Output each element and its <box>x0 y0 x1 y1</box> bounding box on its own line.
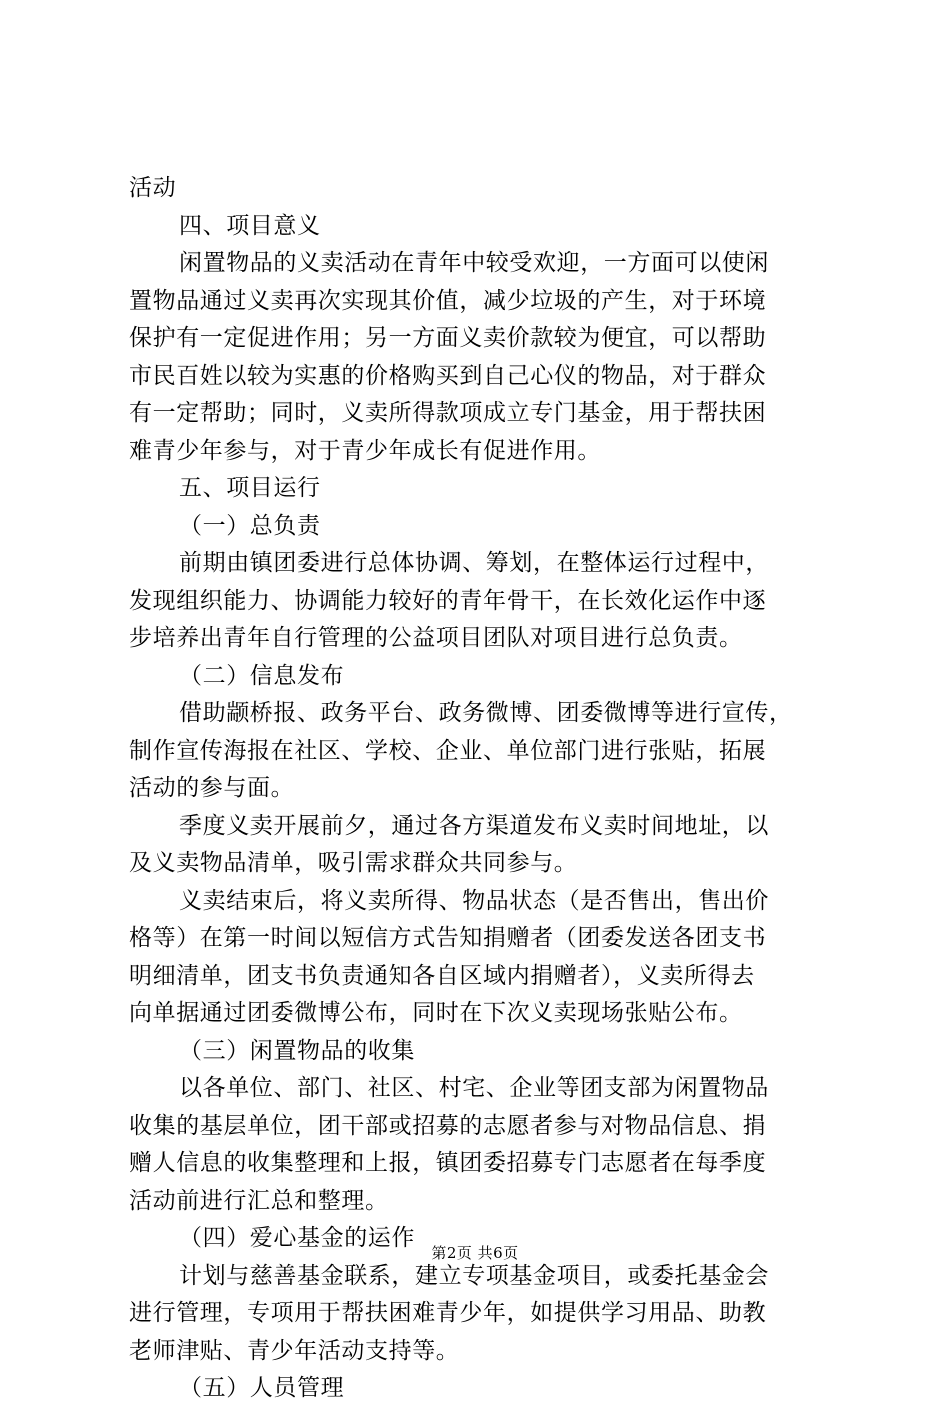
text-line: 赠人信息的收集整理和上报，镇团委招募专门志愿者在每季度 <box>129 1150 767 1176</box>
text-line: （五）人员管理 <box>179 1375 345 1401</box>
text-line: 进行管理，专项用于帮扶困难青少年，如提供学习用品、助教 <box>129 1300 767 1326</box>
text-line: 活动 <box>129 175 177 201</box>
text-line: 有一定帮助；同时，义卖所得款项成立专门基金，用于帮扶困 <box>129 400 767 426</box>
text-line: 义卖结束后，将义卖所得、物品状态（是否售出，售出价 <box>179 887 769 914</box>
text-line: 步培养出青年自行管理的公益项目团队对项目进行总负责。 <box>129 625 743 651</box>
text-line: 以各单位、部门、社区、村宅、企业等团支部为闲置物品 <box>179 1075 769 1101</box>
page-footer: 第2页 共6页 <box>431 1244 519 1262</box>
text-line: 前期由镇团委进行总体协调、筹划，在整体运行过程中， <box>179 550 769 576</box>
text-line: 市民百姓以较为实惠的价格购买到自己心仪的物品，对于群众 <box>129 362 767 389</box>
text-line: 格等）在第一时间以短信方式告知捐赠者（团委发送各团支书 <box>129 925 767 951</box>
document-body <box>129 170 829 1408</box>
text-line: 置物品通过义卖再次实现其价值，减少垃圾的产生，对于环境 <box>129 287 767 314</box>
text-line: 闲置物品的义卖活动在青年中较受欢迎，一方面可以使闲 <box>179 250 769 276</box>
text-line: 活动的参与面。 <box>129 775 295 801</box>
text-line: （一）总负责 <box>179 512 321 539</box>
text-line: （四）爱心基金的运作 <box>179 1225 415 1251</box>
text-line: （二）信息发布 <box>179 662 345 689</box>
text-line: （三）闲置物品的收集 <box>179 1037 415 1064</box>
text-line: 五、项目运行 <box>179 475 321 501</box>
text-line: 计划与慈善基金联系，建立专项基金项目，或委托基金会 <box>179 1262 769 1289</box>
text-line: 季度义卖开展前夕，通过各方渠道发布义卖时间地址，以 <box>179 812 769 839</box>
text-line: 保护有一定促进作用；另一方面义卖价款较为便宜，可以帮助 <box>129 325 767 351</box>
text-line: 收集的基层单位，团干部或招募的志愿者参与对物品信息、捐 <box>129 1112 767 1139</box>
text-line: 制作宣传海报在社区、学校、企业、单位部门进行张贴，拓展 <box>129 737 767 764</box>
text-line: 四、项目意义 <box>179 212 321 239</box>
text-line: 活动前进行汇总和整理。 <box>129 1187 389 1214</box>
text-line: 老师津贴、青少年活动支持等。 <box>129 1337 460 1364</box>
text-line: 向单据通过团委微博公布，同时在下次义卖现场张贴公布。 <box>129 1000 743 1026</box>
text-line: 借助颛桥报、政务平台、政务微博、团委微博等进行宣传， <box>179 700 793 726</box>
text-line: 难青少年参与，对于青少年成长有促进作用。 <box>129 437 601 464</box>
text-line: 及义卖物品清单，吸引需求群众共同参与。 <box>129 850 578 876</box>
text-line: 明细清单，团支书负责通知各自区域内捐赠者），义卖所得去 <box>129 962 755 989</box>
text-line: 发现组织能力、协调能力较好的青年骨干，在长效化运作中逐 <box>129 587 767 614</box>
